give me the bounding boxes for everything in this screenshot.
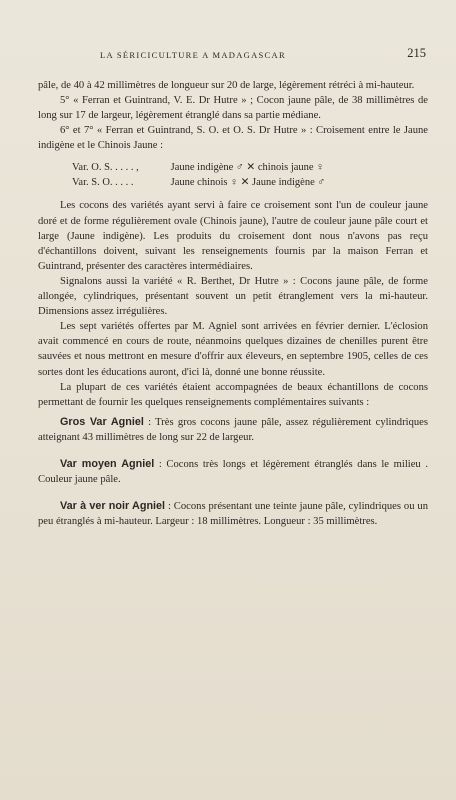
paragraph: Les cocons des variétés ayant servi à faire ce croisement sont l'un de couleur jaune doré et de forme régulièrement ovale (Chinois jaune), l'autre de couleur jaune pâle court et large (Jaune indigène). Les produits du croisement dont nous n'avons pas reçu d'échantillons doivent, suivant les renseignements fournis par la maison Ferran et Guintrand, présenter des caractères intermédiaires. xyxy=(38,200,428,272)
paragraph: pâle, de 40 à 42 millimètres de longueur sur 20 de large, légèrement rétréci à mi-hauteur. xyxy=(38,80,415,91)
variety-entry xyxy=(38,457,428,487)
variety-entry xyxy=(38,499,428,529)
page-header xyxy=(100,46,426,60)
variety-label: Gros Var Agniel xyxy=(60,415,144,428)
cross-name: Var. S. O. . . . . xyxy=(72,177,134,189)
body-text xyxy=(38,78,428,529)
paragraph: 6° et 7° « Ferran et Guintrand, S. O. et O. S. Dr Hutre » : Croisement entre le Jaune indigène et le Chinois Jaune : xyxy=(38,125,428,152)
paragraph: Les sept variétés offertes par M. Agniel sont arrivées en février dernier. L'éclosion avait commencé en cours de route, néanmoins quelques dizaines de chenilles purent être sauvées et nous mettront en mesure d'offrir aux éleveurs, en septembre 1905, celles de ces sortes dont les éducations auront, d'ici là, donné une bonne réussite. xyxy=(38,321,428,378)
variety-text: : Très gros cocons jaune pâle, assez régulièrement cylindriques atteignant 43 millimètres de long sur 22 de largeur. xyxy=(38,416,428,443)
variety-entry xyxy=(38,415,428,445)
cross-row xyxy=(72,175,428,190)
variety-text: : Cocons présentant une teinte jaune pâle, cylindriques ou un peu étranglés à mi-hauteur. Largeur : 18 millimètres. Longueur : 35 millimètres. xyxy=(38,501,428,528)
cross-list xyxy=(72,160,428,190)
cross-description: Jaune indigène ♂ ✕ chinois jaune ♀ xyxy=(170,162,325,174)
running-title: LA SÉRICICULTURE A MADAGASCAR xyxy=(100,50,286,60)
cross-description: Jaune chinois ♀ ✕ Jaune indigène ♂ xyxy=(170,177,326,189)
paragraph: Signalons aussi la variété « R. Berthet, Dr Hutre » : Cocons jaune pâle, de forme allongée, cylindriques, présentant souvent un petit étranglement vers la mi-hauteur. Dimensions assez irrégulières. xyxy=(38,275,428,318)
cross-name: Var. O. S. . . . . , xyxy=(72,162,139,174)
paragraph: 5° « Ferran et Guintrand, V. E. Dr Hutre » ; Cocon jaune pâle, de 38 millimètres de long sur 17 de largeur, légèrement étranglé dans sa partie médiane. xyxy=(38,95,428,122)
page-number: 215 xyxy=(407,46,426,60)
variety-label: Var à ver noir Agniel xyxy=(60,500,166,513)
paragraph: La plupart de ces variétés étaient accompagnées de beaux échantillons de cocons permettant de fournir les quelques renseignements complémentaires suivants : xyxy=(38,381,428,408)
variety-text: : Cocons très longs et légèrement étranglés dans le milieu . Couleur jaune pâle. xyxy=(38,458,428,486)
variety-label: Var moyen Agniel xyxy=(60,457,155,470)
cross-row xyxy=(72,160,428,175)
